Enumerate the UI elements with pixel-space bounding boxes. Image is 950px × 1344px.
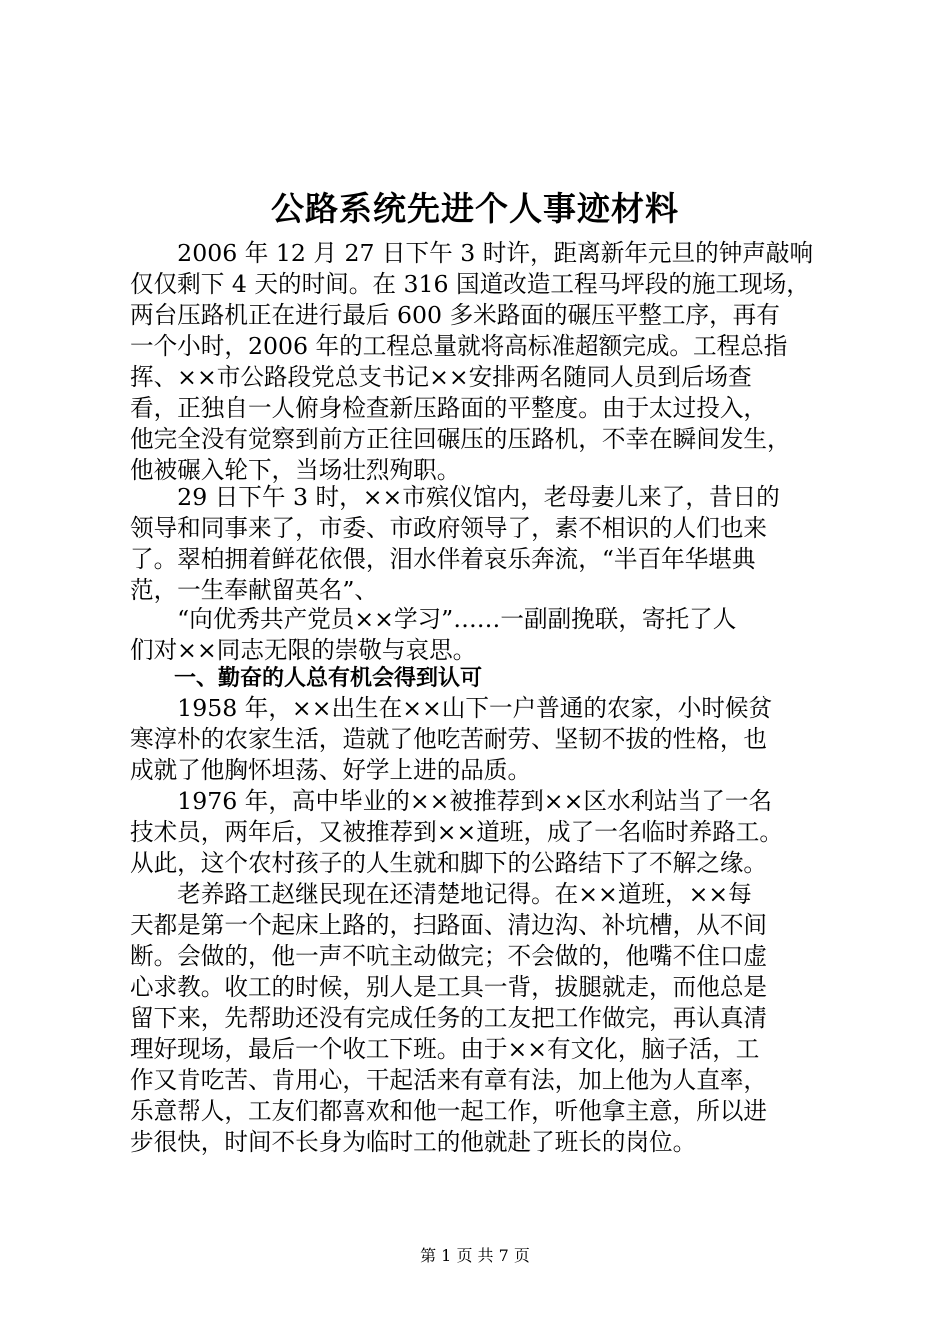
body-line: 理好现场，最后一个收工下班。由于××有文化，脑子活，工 bbox=[130, 1035, 760, 1063]
body-line: 老养路工赵继民现在还清楚地记得。在××道班，××每 bbox=[130, 880, 752, 908]
body-line: 心求教。收工的时候，别人是工具一背，拔腿就走，而他总是 bbox=[130, 973, 768, 1001]
body-line: 两台压路机正在进行最后 600 多米路面的碾压平整工序，再有 bbox=[130, 301, 780, 329]
body-line: 他完全没有觉察到前方正往回碾压的压路机，不幸在瞬间发生， bbox=[130, 425, 791, 453]
body-line: 挥、××市公路段党总支书记××安排两名随同人员到后场查 bbox=[130, 363, 752, 391]
body-line: 天都是第一个起床上路的，扫路面、清边沟、补坑槽，从不间 bbox=[130, 911, 768, 939]
body-line: 2006 年 12 月 27 日下午 3 时许，距离新年元旦的钟声敲响 bbox=[130, 239, 814, 267]
document-title: 公路系统先进个人事迹材料 bbox=[271, 189, 679, 228]
body-line: 留下来，先帮助还没有完成任务的工友把工作做完，再认真清 bbox=[130, 1004, 768, 1032]
body-line: 作又肯吃苦、肯用心，干起活来有章有法，加上他为人直率， bbox=[130, 1066, 768, 1094]
body-line: 从此，这个农村孩子的人生就和脚下的公路结下了不解之缘。 bbox=[130, 849, 768, 877]
body-line: 他被碾入轮下，当场壮烈殉职。 bbox=[130, 456, 461, 484]
body-line: 1976 年，高中毕业的××被推荐到××区水利站当了一名 bbox=[130, 787, 773, 815]
body-line: 1958 年，××出生在××山下一户普通的农家，小时候贫 bbox=[130, 694, 773, 722]
body-line: “向优秀共产党员××学习”……一副副挽联，寄托了人 bbox=[130, 605, 737, 633]
body-line: 断。会做的，他一声不吭主动做完；不会做的，他嘴不住口虚 bbox=[130, 942, 768, 970]
body-line: 29 日下午 3 时，××市殡仪馆内，老母妻儿来了，昔日的 bbox=[130, 483, 780, 511]
body-line: 一个小时，2006 年的工程总量就将高标准超额完成。工程总指 bbox=[130, 332, 788, 360]
body-line: 成就了他胸怀坦荡、好学上进的品质。 bbox=[130, 756, 532, 784]
body-line: 范，一生奉献留英名”、 bbox=[130, 576, 378, 604]
body-line: 领导和同事来了，市委、市政府领导了，素不相识的人们也来 bbox=[130, 514, 768, 542]
body-line: 看，正独自一人俯身检查新压路面的平整度。由于太过投入， bbox=[130, 394, 768, 422]
body-line: 仅仅剩下 4 天的时间。在 316 国道改造工程马坪段的施工现场， bbox=[130, 270, 810, 298]
body-line: 寒淳朴的农家生活，造就了他吃苦耐劳、坚韧不拔的性格，也 bbox=[130, 725, 768, 753]
body-line: 乐意帮人，工友们都喜欢和他一起工作，听他拿主意，所以进 bbox=[130, 1097, 768, 1125]
section-heading: 一、勤奋的人总有机会得到认可 bbox=[130, 666, 483, 691]
body-line: 步很快，时间不长身为临时工的他就赴了班长的岗位。 bbox=[130, 1128, 697, 1156]
body-line: 们对××同志无限的崇敬与哀思。 bbox=[130, 636, 477, 664]
body-line: 了。翠柏拥着鲜花依偎，泪水伴着哀乐奔流，“半百年华堪典 bbox=[130, 545, 756, 573]
body-line: 技术员，两年后，又被推荐到××道班，成了一名临时养路工。 bbox=[130, 818, 783, 846]
page-number: 第 1 页 共 7 页 bbox=[420, 1246, 530, 1265]
